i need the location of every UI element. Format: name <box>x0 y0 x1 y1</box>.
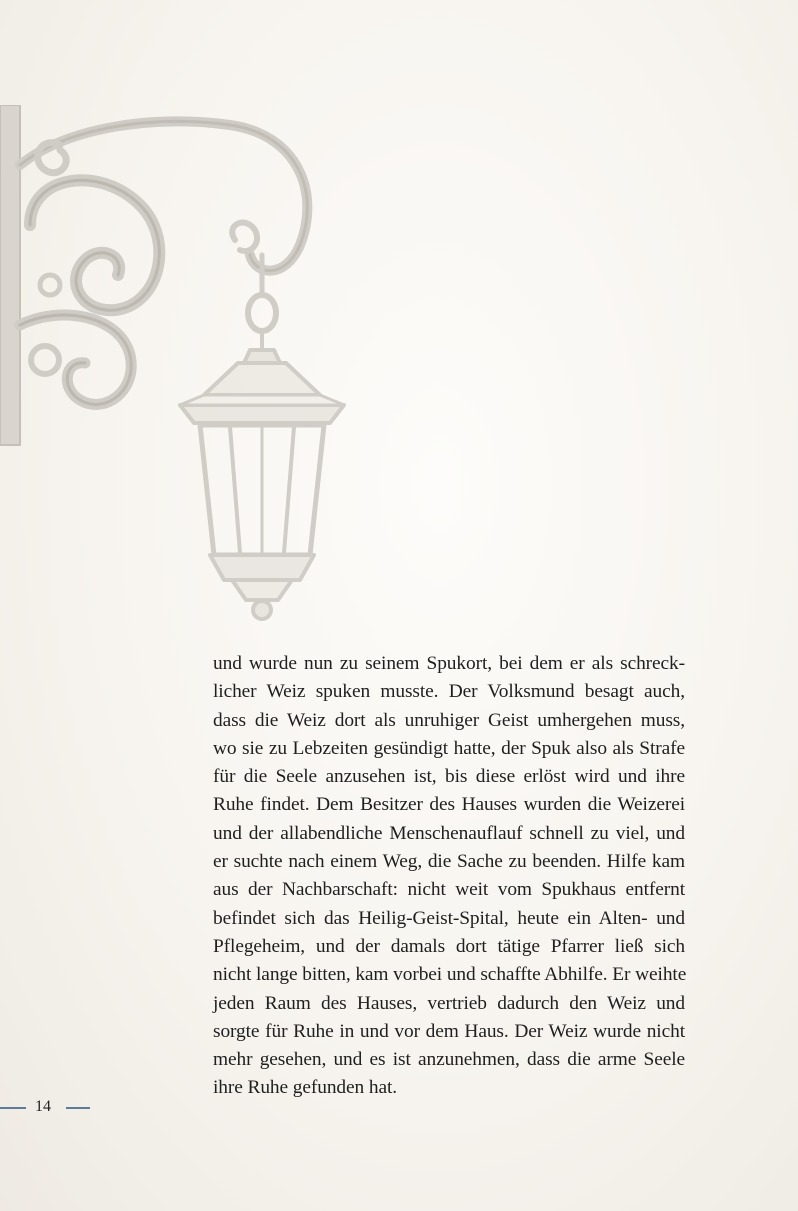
page-footer <box>0 1096 120 1120</box>
text-line: wo sie zu Lebzeiten gesündigt hatte, der Spuk also als Strafe <box>213 737 685 759</box>
text-line: er suchte nach einem Weg, die Sache zu beenden. Hilfe kam <box>213 851 685 873</box>
text-line: und wurde nun zu seinem Spukort, bei dem er als schreck- <box>213 653 685 674</box>
text-line: aus der Nachbarschaft: nicht weit vom Spukhaus entfernt <box>213 879 685 901</box>
text-line: dass die Weiz dort als unruhiger Geist umhergehen muss, <box>213 709 685 731</box>
text-line: und der allabendliche Menschenauflauf schnell zu viel, und <box>213 822 685 844</box>
text-line: befindet sich das Heilig-Geist-Spital, heute ein Alten- und <box>213 907 685 929</box>
text-line: nicht lange bitten, kam vorbei und schaffte Abhilfe. Er weihte <box>213 964 687 986</box>
text-line: für die Seele anzusehen ist, bis diese erlöst wird und ihre <box>213 766 685 788</box>
street-lantern-icon <box>0 105 380 625</box>
text-line: jeden Raum des Hauses, vertrieb dadurch den Weiz und <box>213 992 685 1014</box>
text-line: Pflegeheim, und der damals dort tätige Pfarrer ließ sich <box>213 935 685 957</box>
footer-rule-left <box>0 1107 26 1109</box>
text-line: Ruhe findet. Dem Besitzer des Hauses wurden die Weizerei <box>213 794 685 816</box>
text-line: licher Weiz spuken musste. Der Volksmund besagt auch, <box>213 681 685 703</box>
text-line: ihre Ruhe gefunden hat. <box>213 1077 398 1099</box>
body-paragraph <box>213 650 685 1103</box>
footer-rule-right <box>66 1107 90 1109</box>
page-number: 14 <box>35 1098 51 1115</box>
text-line: sorgte für Ruhe in und vor dem Haus. Der Weiz wurde nicht <box>213 1020 685 1042</box>
text-line: mehr gesehen, und es ist anzunehmen, dass die arme Seele <box>213 1049 685 1071</box>
